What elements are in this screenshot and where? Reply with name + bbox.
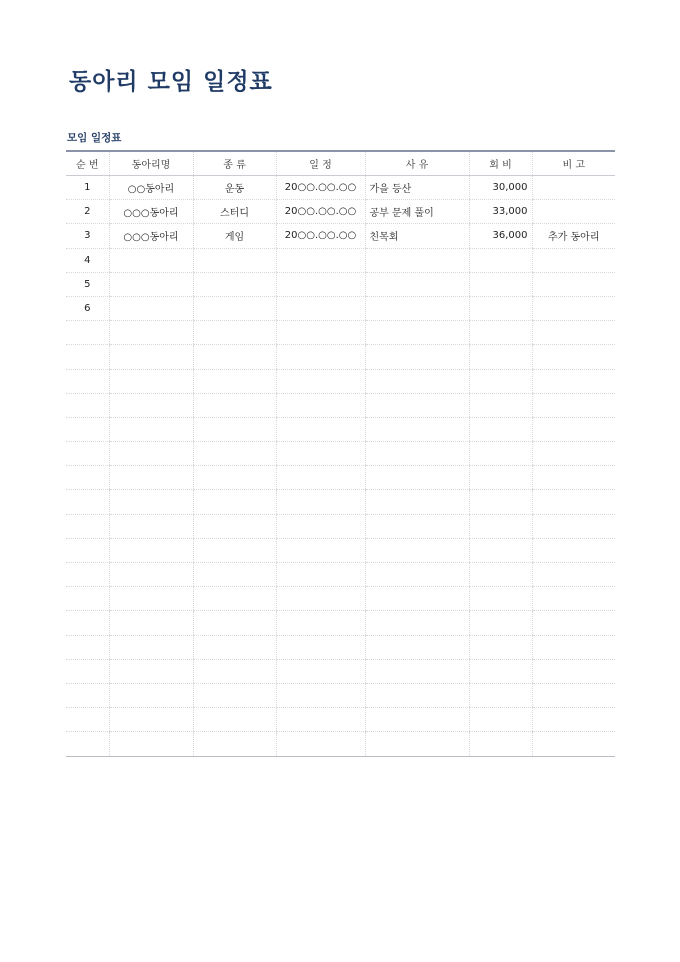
cell-number xyxy=(66,538,109,562)
cell-note xyxy=(532,296,615,320)
cell-club-name xyxy=(109,442,193,466)
cell-club-name: ○○동아리 xyxy=(109,176,193,200)
cell-fee xyxy=(469,635,532,659)
cell-fee xyxy=(469,442,532,466)
cell-number xyxy=(66,345,109,369)
cell-type xyxy=(193,490,276,514)
cell-reason xyxy=(365,369,469,393)
cell-club-name xyxy=(109,466,193,490)
table-row xyxy=(66,200,615,224)
cell-fee xyxy=(469,611,532,635)
cell-note xyxy=(532,321,615,345)
header-club-name: 동아리명 xyxy=(109,151,193,176)
cell-club-name xyxy=(109,611,193,635)
cell-reason xyxy=(365,442,469,466)
cell-fee xyxy=(469,369,532,393)
cell-type xyxy=(193,732,276,756)
cell-note: 추가 동아리 xyxy=(532,224,615,248)
cell-note xyxy=(532,442,615,466)
cell-type xyxy=(193,393,276,417)
cell-club-name xyxy=(109,345,193,369)
cell-date xyxy=(276,369,365,393)
cell-note xyxy=(532,708,615,732)
cell-fee xyxy=(469,708,532,732)
table-row xyxy=(66,659,615,683)
cell-reason xyxy=(365,393,469,417)
cell-club-name xyxy=(109,490,193,514)
cell-fee xyxy=(469,514,532,538)
cell-number xyxy=(66,708,109,732)
cell-club-name xyxy=(109,708,193,732)
table-row xyxy=(66,538,615,562)
cell-type xyxy=(193,563,276,587)
cell-date xyxy=(276,321,365,345)
cell-club-name xyxy=(109,417,193,441)
cell-type xyxy=(193,611,276,635)
header-reason: 사 유 xyxy=(365,151,469,176)
cell-date xyxy=(276,296,365,320)
table-row xyxy=(66,321,615,345)
header-number: 순 번 xyxy=(66,151,109,176)
table-row xyxy=(66,732,615,756)
table-row xyxy=(66,635,615,659)
cell-date xyxy=(276,345,365,369)
cell-number xyxy=(66,635,109,659)
cell-date xyxy=(276,442,365,466)
cell-fee xyxy=(469,659,532,683)
cell-number: 5 xyxy=(66,272,109,296)
cell-reason xyxy=(365,248,469,272)
cell-reason xyxy=(365,635,469,659)
cell-date xyxy=(276,538,365,562)
cell-club-name xyxy=(109,248,193,272)
table-row xyxy=(66,563,615,587)
cell-note xyxy=(532,176,615,200)
cell-reason xyxy=(365,587,469,611)
cell-number xyxy=(66,393,109,417)
cell-reason xyxy=(365,490,469,514)
cell-number xyxy=(66,321,109,345)
cell-fee xyxy=(469,393,532,417)
cell-reason xyxy=(365,321,469,345)
table-row xyxy=(66,708,615,732)
cell-type: 스터디 xyxy=(193,200,276,224)
cell-number: 1 xyxy=(66,176,109,200)
cell-fee xyxy=(469,538,532,562)
cell-date xyxy=(276,635,365,659)
cell-type xyxy=(193,272,276,296)
table-row xyxy=(66,683,615,707)
cell-number: 6 xyxy=(66,296,109,320)
cell-number xyxy=(66,417,109,441)
cell-fee xyxy=(469,732,532,756)
cell-fee xyxy=(469,587,532,611)
cell-note xyxy=(532,732,615,756)
cell-number: 4 xyxy=(66,248,109,272)
cell-type xyxy=(193,345,276,369)
cell-date xyxy=(276,248,365,272)
cell-date xyxy=(276,659,365,683)
table-row xyxy=(66,369,615,393)
cell-reason xyxy=(365,514,469,538)
cell-club-name xyxy=(109,296,193,320)
table-row xyxy=(66,466,615,490)
cell-reason: 공부 문제 풀이 xyxy=(365,200,469,224)
cell-date: 20○○.○○.○○ xyxy=(276,224,365,248)
cell-date xyxy=(276,393,365,417)
cell-date xyxy=(276,466,365,490)
cell-date xyxy=(276,272,365,296)
cell-note xyxy=(532,659,615,683)
cell-fee: 33,000 xyxy=(469,200,532,224)
cell-number: 2 xyxy=(66,200,109,224)
table-row xyxy=(66,442,615,466)
cell-club-name xyxy=(109,369,193,393)
cell-type xyxy=(193,635,276,659)
cell-reason xyxy=(365,466,469,490)
document-title: 동아리 모임 일정표 xyxy=(69,69,273,95)
header-note: 비 고 xyxy=(532,151,615,176)
table-row xyxy=(66,611,615,635)
cell-note xyxy=(532,514,615,538)
cell-fee: 36,000 xyxy=(469,224,532,248)
cell-note xyxy=(532,587,615,611)
cell-number xyxy=(66,514,109,538)
cell-type xyxy=(193,248,276,272)
cell-club-name: ○○○동아리 xyxy=(109,224,193,248)
cell-type: 게임 xyxy=(193,224,276,248)
cell-note xyxy=(532,611,615,635)
cell-club-name xyxy=(109,393,193,417)
cell-fee xyxy=(469,417,532,441)
cell-reason xyxy=(365,538,469,562)
cell-note xyxy=(532,563,615,587)
cell-number xyxy=(66,587,109,611)
cell-date xyxy=(276,683,365,707)
cell-reason: 친목회 xyxy=(365,224,469,248)
table-row xyxy=(66,345,615,369)
cell-number xyxy=(66,659,109,683)
cell-note xyxy=(532,683,615,707)
table-row xyxy=(66,272,615,296)
cell-reason xyxy=(365,683,469,707)
header-type: 종 류 xyxy=(193,151,276,176)
cell-reason xyxy=(365,659,469,683)
cell-number: 3 xyxy=(66,224,109,248)
cell-fee xyxy=(469,321,532,345)
cell-note xyxy=(532,200,615,224)
cell-note xyxy=(532,393,615,417)
cell-club-name xyxy=(109,732,193,756)
table-header-row xyxy=(66,151,615,176)
cell-fee xyxy=(469,683,532,707)
cell-note xyxy=(532,345,615,369)
cell-type xyxy=(193,296,276,320)
cell-reason xyxy=(365,563,469,587)
cell-club-name xyxy=(109,659,193,683)
cell-number xyxy=(66,563,109,587)
cell-date xyxy=(276,514,365,538)
cell-type: 운동 xyxy=(193,176,276,200)
cell-type xyxy=(193,538,276,562)
cell-date xyxy=(276,611,365,635)
cell-number xyxy=(66,683,109,707)
cell-date xyxy=(276,587,365,611)
cell-note xyxy=(532,538,615,562)
cell-type xyxy=(193,466,276,490)
cell-reason xyxy=(365,296,469,320)
cell-fee xyxy=(469,563,532,587)
cell-type xyxy=(193,369,276,393)
cell-note xyxy=(532,248,615,272)
cell-type xyxy=(193,683,276,707)
cell-number xyxy=(66,369,109,393)
cell-note xyxy=(532,635,615,659)
cell-type xyxy=(193,587,276,611)
cell-number xyxy=(66,732,109,756)
table-row xyxy=(66,417,615,441)
cell-note xyxy=(532,490,615,514)
cell-number xyxy=(66,442,109,466)
cell-reason xyxy=(365,345,469,369)
cell-fee xyxy=(469,490,532,514)
cell-type xyxy=(193,417,276,441)
cell-number xyxy=(66,611,109,635)
cell-number xyxy=(66,490,109,514)
cell-reason: 가을 등산 xyxy=(365,176,469,200)
cell-fee: 30,000 xyxy=(469,176,532,200)
cell-club-name xyxy=(109,538,193,562)
table-row xyxy=(66,248,615,272)
table-row xyxy=(66,224,615,248)
cell-note xyxy=(532,272,615,296)
cell-date xyxy=(276,490,365,514)
cell-reason xyxy=(365,708,469,732)
cell-reason xyxy=(365,417,469,441)
cell-type xyxy=(193,708,276,732)
cell-note xyxy=(532,466,615,490)
cell-fee xyxy=(469,466,532,490)
header-date: 일 정 xyxy=(276,151,365,176)
cell-club-name xyxy=(109,587,193,611)
table-caption: 모임 일정표 xyxy=(67,132,122,144)
cell-reason xyxy=(365,272,469,296)
cell-note xyxy=(532,369,615,393)
cell-club-name xyxy=(109,321,193,345)
cell-date: 20○○.○○.○○ xyxy=(276,176,365,200)
cell-type xyxy=(193,514,276,538)
cell-club-name xyxy=(109,635,193,659)
cell-reason xyxy=(365,611,469,635)
cell-club-name xyxy=(109,563,193,587)
header-fee: 회 비 xyxy=(469,151,532,176)
cell-date: 20○○.○○.○○ xyxy=(276,200,365,224)
cell-type xyxy=(193,321,276,345)
table-row xyxy=(66,296,615,320)
cell-number xyxy=(66,466,109,490)
cell-club-name: ○○○동아리 xyxy=(109,200,193,224)
cell-club-name xyxy=(109,683,193,707)
table-row xyxy=(66,587,615,611)
cell-date xyxy=(276,708,365,732)
table-row xyxy=(66,490,615,514)
cell-date xyxy=(276,732,365,756)
schedule-table xyxy=(66,150,615,757)
cell-date xyxy=(276,417,365,441)
table-row xyxy=(66,514,615,538)
cell-date xyxy=(276,563,365,587)
cell-fee xyxy=(469,248,532,272)
cell-fee xyxy=(469,272,532,296)
cell-club-name xyxy=(109,272,193,296)
cell-type xyxy=(193,659,276,683)
cell-note xyxy=(532,417,615,441)
table-row xyxy=(66,393,615,417)
cell-type xyxy=(193,442,276,466)
cell-reason xyxy=(365,732,469,756)
cell-fee xyxy=(469,345,532,369)
cell-fee xyxy=(469,296,532,320)
cell-club-name xyxy=(109,514,193,538)
table-row xyxy=(66,176,615,200)
